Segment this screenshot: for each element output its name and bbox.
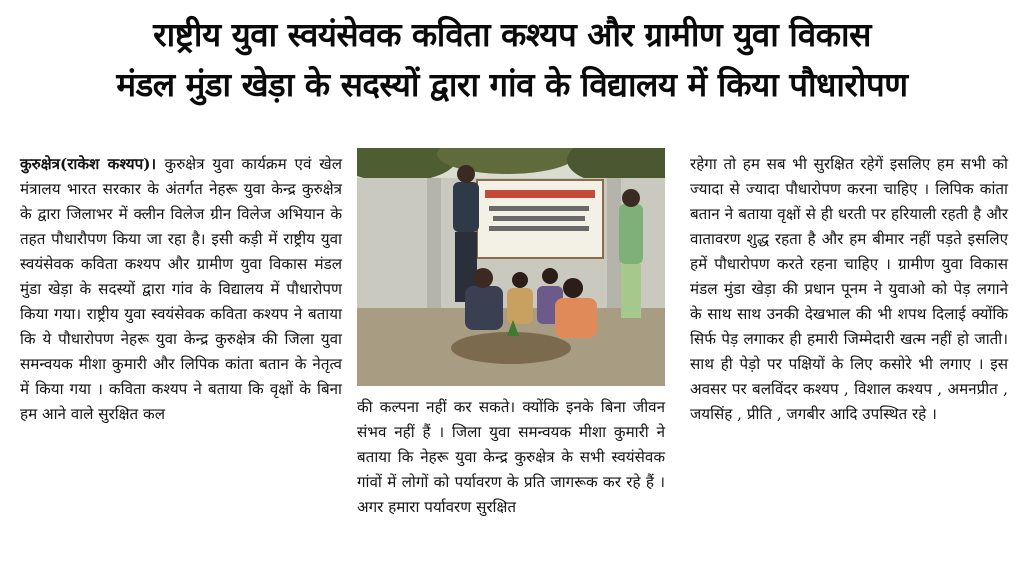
column-1-text: कुरुक्षेत्र युवा कार्यक्रम एवं खेल मंत्रालय भारत सरकार के अंतर्गत नेहरू युवा केन्द्र कुरुक्षेत्र के द्वारा जिलाभर में क्लीन विलेज ग्रीन विलेज अभियान के तहत पौधारौपण किया जा रहा है। इसी कड़ी में राष्ट्रीय युवा स्वयंसेवक कविता कश्यप और ग्रामीण युवा विकास मंडल मुंडा खेड़ा के सदस्यों द्वारा गांव के विद्यालय में पौधारोपण किया गया। राष्ट्रीय युवा स्वयंसेवक कविता कश्यप ने बताया कि ये पौधारोपण नेहरू युवा केन्द्र कुरुक्षेत्र की जिला युवा समन्वयक मीशा कुमारी और लिपिक कांता बतान के नेतृत्व में किया गया । कविता कश्यप ने बताया कि वृक्षों के बिना हम आने वाले सुरक्षित कल [20,155,342,423]
headline-line-1: राष्ट्रीय युवा स्वयंसेवक कविता कश्यप और ग्रामीण युवा विकास [153,15,871,54]
headline-line-2: मंडल मुंडा खेड़ा के सदस्यों द्वारा गांव के विद्यालय में किया पौधारोपण [116,65,908,104]
news-photo [357,148,665,386]
column-2-text: की कल्पना नहीं कर सकते। क्योंकि इनके बिना जीवन संभव नहीं हैं । जिला युवा समन्वयक मीशा कुमारी ने बताया कि नेहरू युवा केन्द्र कुरुक्षेत्र के सभी स्वयंसेवक गांवों में लोगों को पर्यावरण के प्रति जागरूक कर रहे हैं । अगर हमारा पर्यावरण सुरक्षित [357,398,665,516]
article-column-2 [357,395,665,520]
dateline: कुरुक्षेत्र(राकेश कश्यप)। [20,155,165,173]
article-column-1 [20,152,342,427]
article-column-3 [690,152,1008,427]
column-3-text: रहेगा तो हम सब भी सुरक्षित रहेगें इसलिए हम सभी को ज्यादा से ज्यादा पौधारोपण करना चाहिए । लिपिक कांता बतान ने बताया वृक्षों से ही धरती पर हरियाली रहती है और वातावरण शुद्ध रहता है और हम बीमार नहीं पड़ते इसलिए हमें पौधारोपण करते रहना चाहिए । ग्रामीण युवा विकास मंडल मुंडा खेड़ा की प्रधान पूनम ने युवाओ को पेड़ लगाने के साथ साथ उनकी देखभाल की भी शपथ दिलाई क्योंकि सिर्फ पेड़ लगाकर ही हमारी जिम्मेदारी खत्म नहीं हो जाती। साथ ही पेड़ो पर पक्षियों के लिए कसोरे भी लगाए । इस अवसर पर बलविंदर कश्यप , विशाल कश्यप , अमनप्रीत , जयसिंह , प्रीति , जगबीर आदि उपस्थित रहे । [690,155,1008,423]
headline [0,0,1024,110]
